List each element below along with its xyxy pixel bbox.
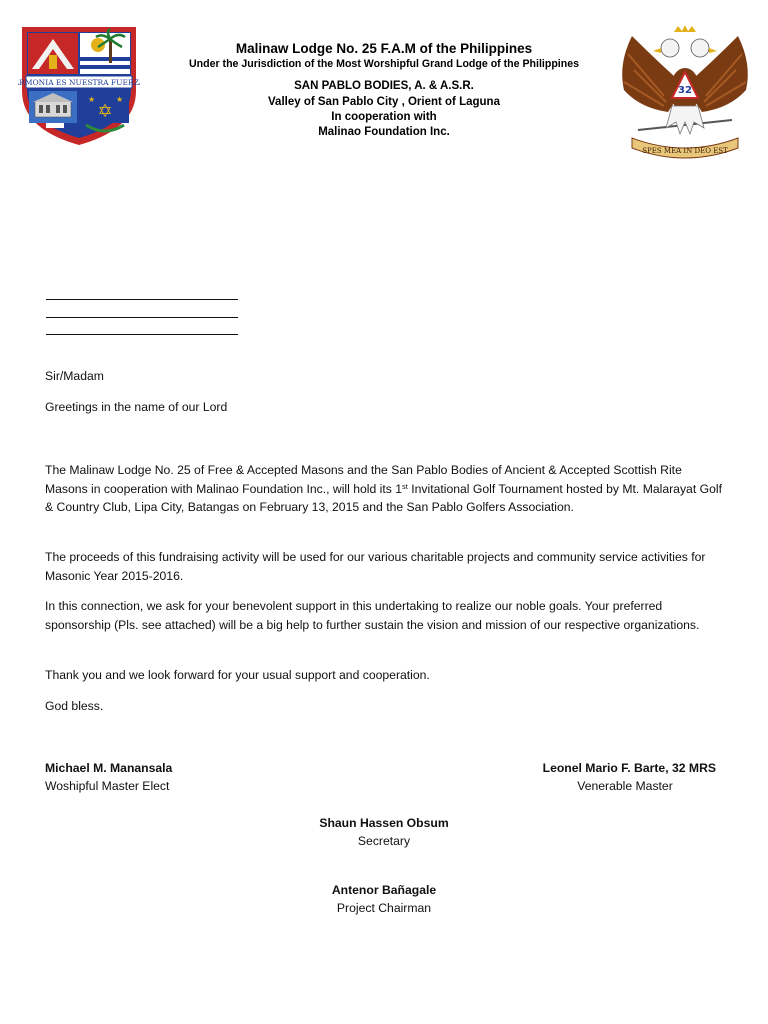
svg-text:★: ★ [116,95,124,104]
letterhead-cooperation: In cooperation with [331,111,437,123]
double-headed-eagle-icon [614,26,756,164]
paragraph-event-text: The Malinaw Lodge No. 25 of Free & Accepted Masons and the San Pablo Bodies of Ancient & Accepted Scottish Rite Masons in cooperation with Malinao Foundation Inc., will hold its 1 [45,463,682,496]
letterhead-bodies: SAN PABLO BODIES, A. & A.S.R. [294,80,474,92]
signatory-name: Antenor Bañagale [331,883,437,897]
address-blank-line [46,334,238,335]
ordinal-suffix: st [402,481,408,491]
paragraph-event-text-cont: Invitational Golf Tournament hosted by Mt. Malarayat Golf & Country Club, Lipa City, Batangas on February 13, 2015 and the San Pablo Golfers Association. [45,481,722,514]
paragraph-proceeds: The proceeds of this fundraising activity will be used for our various charitable projects and community service activities for Masonic Year 2015-2016. [45,550,706,583]
signatory-title: Venerable Master [577,779,673,793]
paragraph-event [45,461,725,517]
scottish-rite-eagle-logo [614,26,756,164]
signatory-name: Leonel Mario F. Barte, 32 MRS [542,761,716,775]
svg-text:★: ★ [88,95,96,104]
crest-motto: ARMONIA ES NUESTRA FUERZA [18,78,140,87]
signatory-name: Shaun Hassen Obsum [319,816,449,830]
closing: God bless. [45,699,104,713]
salutation: Sir/Madam [45,369,104,383]
greeting: Greetings in the name of our Lord [45,400,228,414]
address-blank-line [46,317,238,318]
degree-number: 32 [678,85,692,96]
lodge-crest-icon [18,25,140,147]
signatory-title: Secretary [357,834,411,848]
signatory-title: Woshipful Master Elect [45,779,170,793]
signatory-title: Project Chairman [336,901,432,915]
paragraph-thanks: Thank you and we look forward for your usual support and cooperation. [45,668,430,682]
letterhead-subtitle: Under the Jurisdiction of the Most Worshipful Grand Lodge of the Philippines [188,58,579,70]
lodge-crest-logo [18,25,140,147]
letterhead-valley: Valley of San Pablo City , Orient of Laguna [268,96,500,108]
paragraph-request: In this connection, we ask for your benevolent support in this undertaking to realize our noble goals. Your preferred sponsorship (Pls. see attached) will be a big help to further sustain the vision and mission of our respective organizations. [45,599,700,632]
letterhead-title: Malinaw Lodge No. 25 F.A.M of the Philippines [235,41,533,56]
svg-text:✡: ✡ [97,101,113,122]
signatory-name: Michael M. Manansala [45,761,173,775]
address-blank-line [46,299,238,300]
letterhead-foundation: Malinao Foundation Inc. [318,126,450,138]
eagle-motto: SPES MEA IN DEO EST [642,147,728,155]
